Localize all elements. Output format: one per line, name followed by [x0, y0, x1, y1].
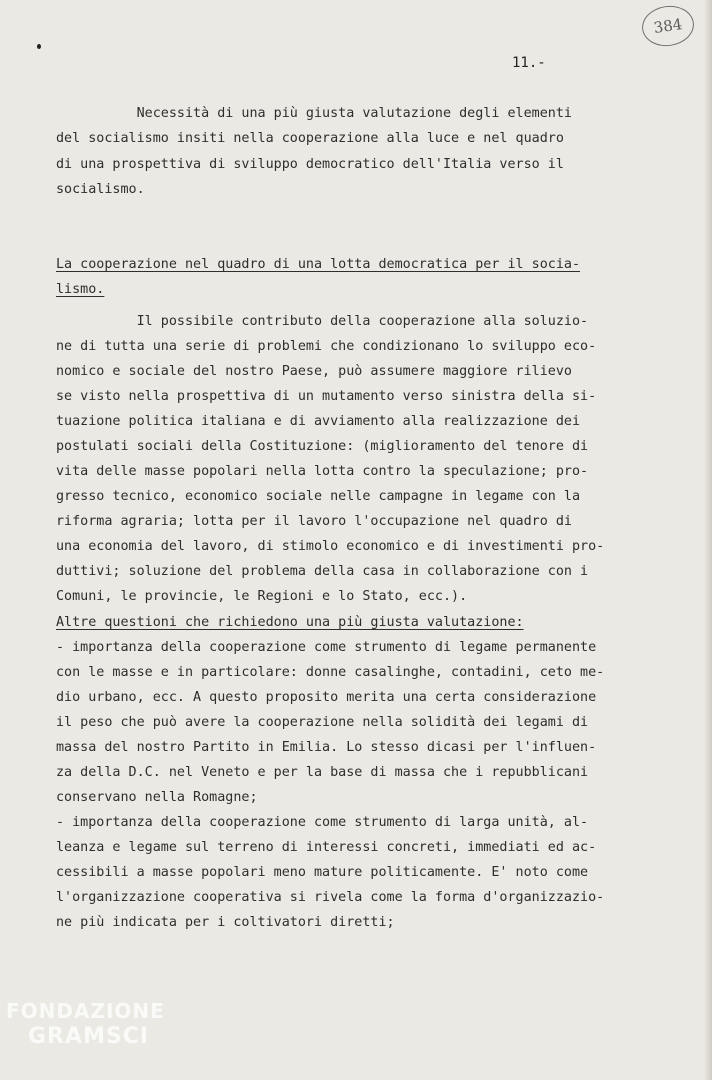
section-heading-end [56, 281, 104, 299]
text-line: una economia del lavoro, di stimolo economico e di investimenti pro- [56, 539, 605, 554]
text-line: gresso tecnico, economico sociale nelle campagne in legame con la [56, 489, 581, 504]
text-line: postulati sociali della Costituzione: (miglioramento del tenore di [56, 439, 589, 454]
section-heading: La cooperazione nel quadro di una lotta democratica per il socia- [56, 257, 581, 272]
text-line: cessibili a masse popolari meno mature politicamente. E' noto come [56, 865, 589, 880]
text-line: riforma agraria; lotta per il lavoro l'occupazione nel quadro di [56, 514, 572, 529]
text-line: massa del nostro Partito in Emilia. Lo stesso dicasi per l'influen- [56, 740, 597, 755]
text-line: tuazione politica italiana e di avviamento alla realizzazione dei [56, 414, 581, 429]
text-line: vita delle masse popolari nella lotta contro la speculazione; pro- [56, 464, 589, 479]
section-heading-underlined-part: lismo. [56, 282, 105, 297]
text-line: ne di tutta una serie di problemi che condizionano lo sviluppo eco- [56, 339, 597, 354]
text-line: del socialismo insiti nella cooperazione alla luce e nel quadro [56, 131, 564, 146]
watermark-line-1: FONDAZIONE [6, 999, 165, 1023]
text-line: Necessità di una più giusta valutazione degli elementi [56, 106, 572, 121]
subsection-heading: Altre questioni che richiedono una più giusta valutazione: [56, 615, 524, 630]
text-line: ne più indicata per i coltivatori diretti; [56, 915, 395, 930]
ink-dot [37, 44, 41, 49]
text-line: se visto nella prospettiva di un mutamento verso sinistra della si- [56, 389, 597, 404]
text-line: nomico e sociale del nostro Paese, può assumere maggiore rilievo [56, 364, 572, 379]
text-line: con le masse e in particolare: donne casalinghe, contadini, ceto me- [56, 665, 605, 680]
text-line: leanza e legame sul terreno di interessi concreti, immediati ed ac- [56, 840, 597, 855]
text-line: conservano nella Romagne; [56, 790, 258, 805]
text-line: Comuni, le provincie, le Regioni e lo Stato, ecc.). [56, 589, 468, 604]
text-line: za della D.C. nel Veneto e per la base di massa che i repubblicani [56, 765, 589, 780]
text-line: duttivi; soluzione del problema della casa in collaborazione con i [56, 564, 589, 579]
text-line: dio urbano, ecc. A questo proposito merita una certa considerazione [56, 690, 597, 705]
text-line: Il possibile contributo della cooperazione alla soluzio- [56, 314, 589, 329]
text-line: - importanza della cooperazione come strumento di legame permanente [56, 640, 597, 655]
text-line: socialismo. [56, 182, 145, 197]
archive-stamp: 384 [639, 3, 696, 50]
page-number: 11.- [512, 55, 546, 71]
text-line: il peso che può avere la cooperazione nella solidità dei legami di [56, 715, 589, 730]
text-line: di una prospettiva di sviluppo democratico dell'Italia verso il [56, 157, 564, 172]
text-line: - importanza della cooperazione come strumento di larga unità, al- [56, 815, 589, 830]
text-line: l'organizzazione cooperativa si rivela come la forma d'organizzazio- [56, 890, 605, 905]
page-edge-shadow [704, 0, 712, 1080]
archive-watermark [6, 998, 165, 1050]
watermark-line-2: GRAMSCI [28, 1024, 150, 1049]
